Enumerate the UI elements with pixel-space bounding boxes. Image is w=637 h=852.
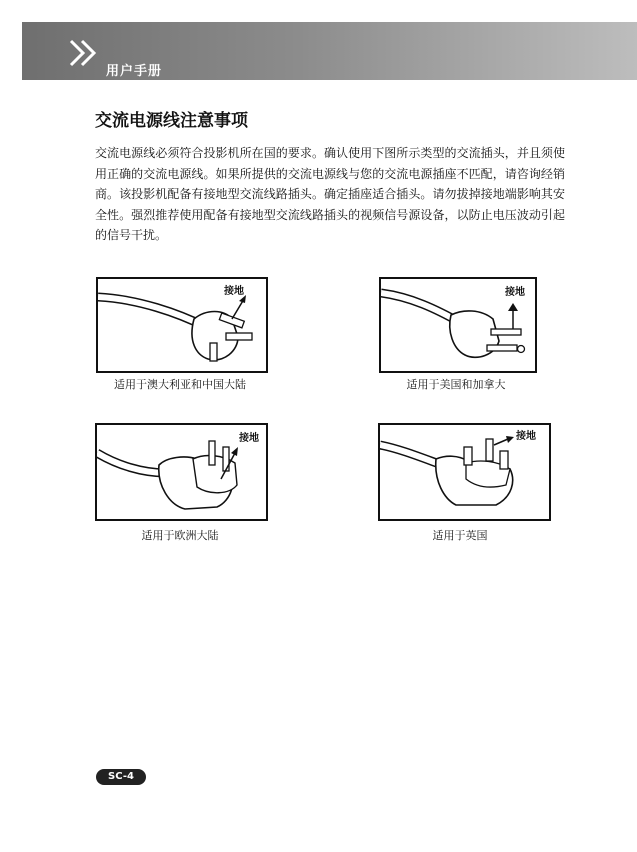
figure-uk-plug — [378, 423, 551, 521]
ground-label: 接地 — [239, 433, 259, 444]
ground-label: 接地 — [224, 286, 244, 297]
page-number-badge: SC-4 — [96, 769, 146, 785]
figure-australia-china-plug — [96, 277, 268, 373]
caption-us-canada: 适用于美国和加拿大 — [406, 378, 506, 391]
double-chevron-icon — [68, 38, 102, 68]
section-paragraph: 交流电源线必须符合投影机所在国的要求。确认使用下图所示类型的交流插头，并且须使用正确的交流电源线。如果所提供的交流电源线与您的交流电源插座不匹配，请咨询经销商。该投影机配备有接地型交流线路插头。确定插座适合插头。请勿拔掉接地端影响其安全性。强烈推荐使用配备有接地型交流线路插头的视频信号源设备，以防止电压波动引起的信号干扰。 — [95, 146, 565, 242]
figure-europe-plug — [95, 423, 268, 521]
section-title: 交流电源线注意事项 — [95, 111, 248, 131]
caption-australia-china: 适用于澳大利亚和中国大陆 — [114, 378, 246, 391]
uk-plug-illustration — [380, 425, 549, 519]
figure-us-canada-plug — [379, 277, 537, 373]
europe-plug-illustration — [97, 425, 266, 519]
caption-europe: 适用于欧洲大陆 — [141, 529, 219, 542]
ground-label: 接地 — [505, 287, 525, 298]
caption-uk: 适用于英国 — [432, 529, 488, 542]
manual-title: 用户手册 — [106, 64, 163, 79]
page-header — [22, 22, 637, 80]
us-canada-plug-illustration — [381, 279, 535, 371]
australia-china-plug-illustration — [98, 279, 266, 371]
ground-label: 接地 — [516, 431, 536, 442]
